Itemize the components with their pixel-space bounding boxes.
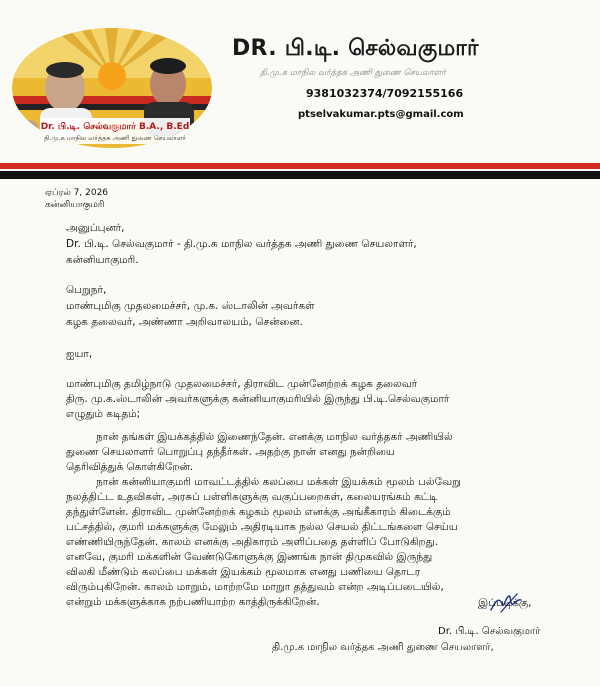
body-line: எண்ணியிருந்தேன். காலம் எனக்கு அதிகாரம் அளிப்பதை தள்ளிப் போடுகிறது. bbox=[66, 536, 439, 548]
party-emblem-logo bbox=[10, 18, 215, 150]
closing: இப்படிக்கு, bbox=[478, 597, 532, 609]
body-line: நான் தங்கள் இயக்கத்தில் இணைந்தேன். எனக்கு மாநில வர்த்தகர் அணியில் bbox=[96, 431, 453, 443]
body-line: துணை செயலாளர் பொறுப்பு தந்தீர்கள். அதற்கு நான் எனது நன்றியை bbox=[66, 446, 395, 458]
to-label: பெறுநர், bbox=[66, 284, 107, 296]
body-line: விலகி மீண்டும் கலப்பை மக்கள் இயக்கம் மூலமாக எனது பணியை தொடர bbox=[66, 566, 421, 578]
intro-line-2: திரு. மு.க.ஸ்டாலின் அவர்களுக்கு கன்னியாகுமரியில் இருந்து பி.டி.செல்வகுமார் bbox=[66, 393, 450, 405]
body-line: நலத்திட்ட உதவிகள், அரசுப் பள்ளிகளுக்கு வகுப்பறைகள், கலையரங்கம் கட்டி bbox=[66, 491, 438, 503]
letter-date: ஏப்ரல் 7, 2026 bbox=[45, 188, 109, 198]
letterhead-name: DR. பி.டி. செல்வகுமார் bbox=[232, 36, 479, 61]
body-line: என்றும் மக்களுக்காக நற்பணியாற்ற காத்திருக்கிறேன். bbox=[66, 596, 320, 608]
signatory-role: தி.மு.க மாநில வர்த்தக அணி துணை செயலாளர், bbox=[272, 642, 494, 653]
salutation: ஐயா, bbox=[66, 348, 93, 360]
intro-line-3: எழுதும் கடிதம்; bbox=[66, 408, 141, 420]
header-divider-black bbox=[0, 171, 600, 179]
intro-line-1: மாண்புமிகு தமிழ்நாடு முதலமைச்சர், திராவிட முன்னேற்றக் கழக தலைவர் bbox=[66, 378, 418, 390]
from-line-1: Dr. பி.டி. செல்வகுமார் - தி.மு.க மாநில வர்த்தக அணி துணை செயலாளர், bbox=[66, 238, 417, 250]
letterhead-subtitle: தி.மு.க மாநில வர்த்தக அணி துணை செயலாளர் bbox=[260, 68, 446, 78]
body-line: நான் கன்னியாகுமரி மாவட்டத்தில் கலப்பை மக்கள் இயக்கம் மூலம் பல்வேறு bbox=[96, 476, 461, 488]
letterhead-phone: 9381032374/7092155166 bbox=[306, 87, 464, 100]
body-line: தெரிவித்துக் கொள்கிறேன். bbox=[66, 461, 194, 473]
from-line-2: கன்னியாகுமரி. bbox=[66, 254, 139, 266]
svg-text:தி.மு.க மாநில வர்த்தக அணி துணை: தி.மு.க மாநில வர்த்தக அணி துணை செயலாளர் bbox=[43, 134, 187, 142]
svg-text:Dr. பி.டி. செல்வகுமார் B.A., B: Dr. பி.டி. செல்வகுமார் B.A., B.Ed bbox=[40, 122, 190, 132]
signatory-name: Dr. பி.டி. செல்வகுமார் bbox=[438, 626, 541, 637]
to-line-2: கழக தலைவர், அண்ணா அறிவாலயம், சென்னை. bbox=[66, 316, 303, 328]
body-line: தந்துள்ளேன். திராவிட முன்னேற்றக் கழகம் மூலம் எனக்கு அங்கீகாரம் கிடைக்கும் bbox=[66, 506, 451, 518]
signature bbox=[487, 590, 527, 616]
body-line: பட்சத்தில், குமரி மக்களுக்கு மேலும் அதிரடியாக நல்ல செயல் திட்டங்களை செய்ய bbox=[66, 521, 458, 533]
to-line-1: மாண்புமிகு முதலமைச்சர், மு.க. ஸ்டாலின் அவர்கள் bbox=[66, 300, 315, 312]
from-label: அனுப்புனர், bbox=[66, 222, 125, 234]
body-line: விரும்புகிறேன். காலம் மாறும், மாற்றமே மாறுா தத்துவம் என்ற அடிப்படையில், bbox=[66, 581, 444, 593]
body-line: எனவே, குமரி மக்களின் வேண்டுகோளுக்கு இணங்க நான் திமுகவில் இருந்து bbox=[66, 551, 433, 563]
letter-place: கன்னியாகுமரி bbox=[45, 200, 105, 210]
letterhead-email: ptselvakumar.pts@gmail.com bbox=[298, 109, 464, 120]
